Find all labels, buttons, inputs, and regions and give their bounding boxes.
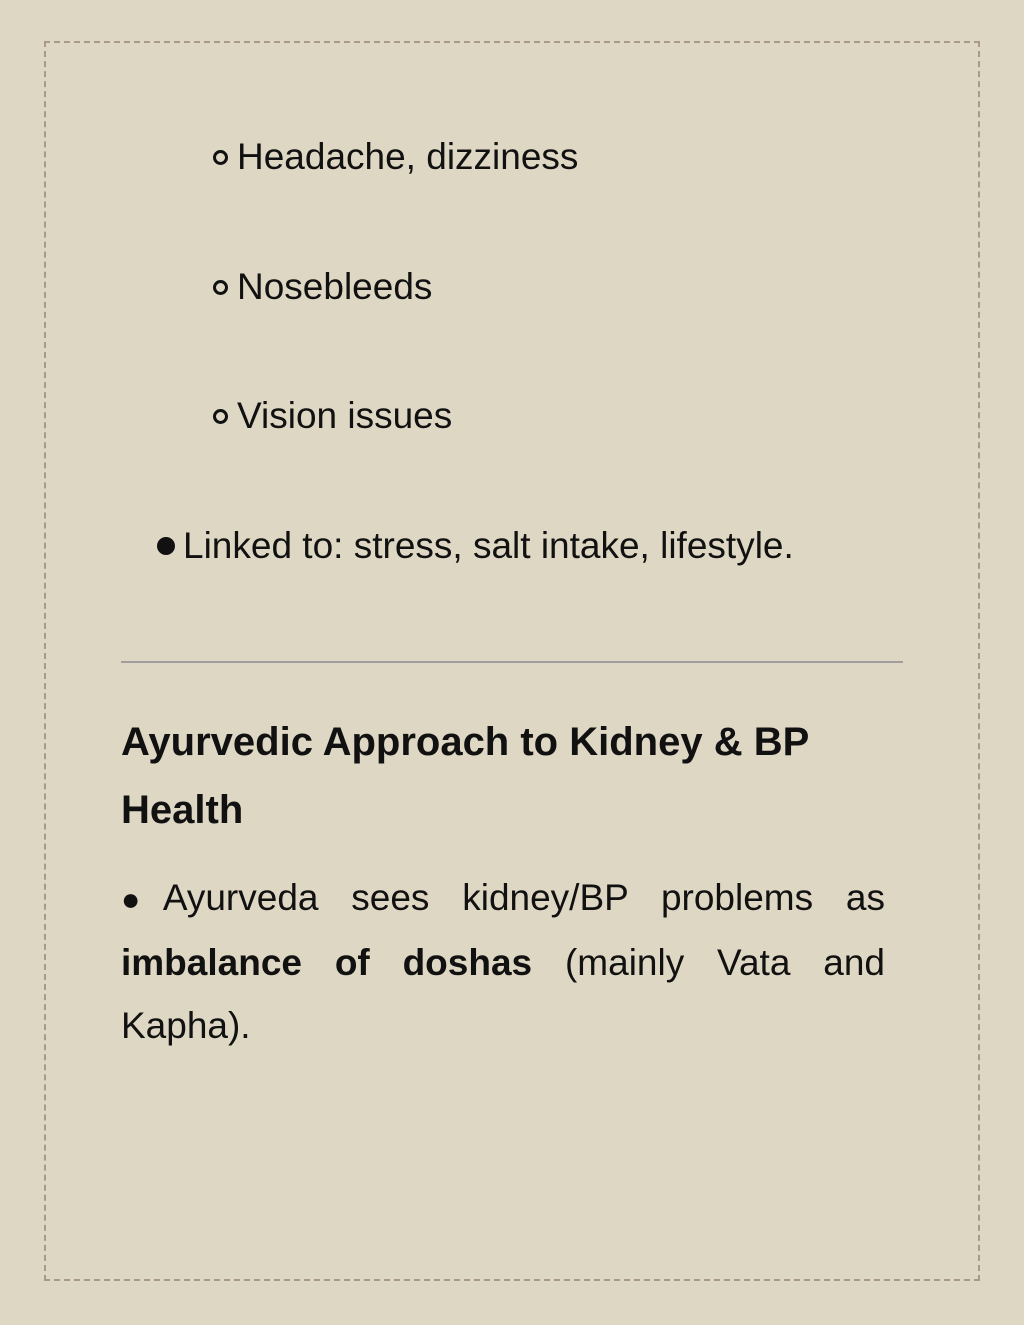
- list-item-linked-to: [157, 524, 794, 568]
- paragraph-text-end: (mainly Vata and Kapha).: [121, 942, 885, 1046]
- list-item-headache: [213, 135, 578, 179]
- list-item-vision: [213, 394, 452, 438]
- solid-bullet-icon: [157, 537, 175, 555]
- hollow-bullet-icon: [213, 280, 228, 295]
- list-item-text: Nosebleeds: [237, 266, 433, 307]
- solid-bullet-icon: ●: [121, 881, 163, 917]
- list-item-text: Linked to: stress, salt intake, lifestyle.: [183, 525, 794, 566]
- paragraph-bold-text: imbalance of doshas: [121, 942, 533, 983]
- list-item-text: Vision issues: [237, 395, 453, 436]
- list-item-text: Headache, dizziness: [237, 136, 579, 177]
- horizontal-divider: [121, 661, 903, 663]
- section-heading: Ayurvedic Approach to Kidney & BP Health: [121, 720, 809, 832]
- section-paragraph: [121, 866, 885, 1057]
- list-item-nosebleeds: [213, 265, 432, 309]
- hollow-bullet-icon: [213, 150, 228, 165]
- hollow-bullet-icon: [213, 409, 228, 424]
- paragraph-text-start: Ayurveda sees kidney/BP problems as: [162, 877, 885, 918]
